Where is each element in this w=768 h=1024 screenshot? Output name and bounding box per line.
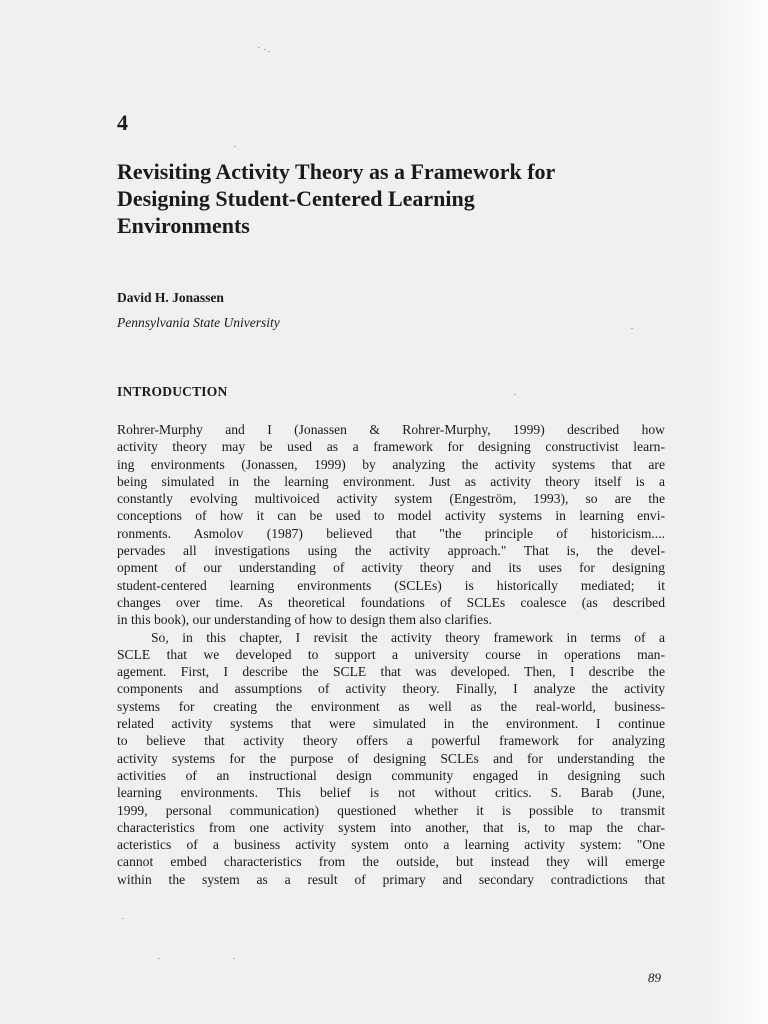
body-line: ing environments (Jonassen, 1999) by analyzing the activity systems that are [117,456,665,472]
body-line: characteristics from one activity system into another, that is, to map the char- [117,819,665,835]
body-line: to believe that activity theory offers a powerful framework for analyzing [117,733,665,749]
body-line: learning environments. This belief is not without critics. S. Barab (June, [117,785,665,801]
scan-speck [122,918,124,919]
scan-speck [264,49,266,50]
body-line: being simulated in the learning environment. Just as activity theory itself is a [117,473,665,489]
scan-speck [268,51,270,52]
body-line: within the system as a result of primary and secondary contradictions that [117,871,665,887]
chapter-number: 4 [117,110,128,135]
scan-speck [233,958,235,959]
body-line: acteristics of a business activity system onto a learning activity system: "One [117,837,665,853]
body-line: ronments. Asmolov (1987) believed that "the principle of historicism.... [117,525,665,541]
author-name: David H. Jonassen [117,290,224,305]
chapter-title [117,158,677,239]
chapter-title-line: Revisiting Activity Theory as a Framework for [117,159,556,184]
scan-speck [258,47,260,48]
body-line: activity systems for the purpose of designing SCLEs and for understanding the [117,750,665,766]
body-line: student-centered learning environments (SCLEs) is historically mediated; it [117,577,665,593]
body-line: cannot embed characteristics from the outside, but instead they will emerge [117,854,665,870]
section-heading: INTRODUCTION [117,384,228,399]
body-line: opment of our understanding of activity theory and its uses for designing [117,560,665,576]
scan-speck [631,328,633,329]
scan-edge [708,0,768,1024]
body-line: activity theory may be used as a framework for designing constructivist learn- [117,439,665,455]
body-line: related activity systems that were simulated in the environment. I continue [117,716,665,732]
body-line: Rohrer-Murphy and I (Jonassen & Rohrer-Murphy, 1999) described how [117,422,665,437]
scan-speck [158,958,160,959]
scan-speck [514,394,516,395]
chapter-title-line: Environments [117,213,250,238]
body-line: changes over time. As theoretical foundations of SCLEs coalesce (as described [117,594,665,610]
body-line: systems for creating the environment as well as the real-world, business- [117,698,665,714]
body-line: conceptions of how it can be used to model activity systems in learning envi- [117,508,665,524]
scan-speck [234,146,236,147]
body-line: in this book), our understanding of how to design them also clarifies. [117,612,492,628]
page-number: 89 [648,970,661,985]
body-line: components and assumptions of activity theory. Finally, I analyze the activity [117,681,665,697]
body-line: SCLE that we developed to support a university course in operations man- [117,646,665,662]
body-line: activities of an instructional design community engaged in designing such [117,767,665,783]
body-line: constantly evolving multivoiced activity system (Engeström, 1993), so are the [117,491,665,507]
body-line: agement. First, I describe the SCLE that was developed. Then, I describe the [117,664,665,680]
body-line: pervades all investigations using the activity approach." That is, the devel- [117,543,665,559]
body-line: So, in this chapter, I revisit the activity theory framework in terms of a [151,629,665,645]
chapter-title-line: Designing Student-Centered Learning [117,186,475,211]
body-text [117,421,665,888]
body-line: 1999, personal communication) questioned whether it is possible to transmit [117,802,665,818]
author-affiliation: Pennsylvania State University [117,315,280,330]
